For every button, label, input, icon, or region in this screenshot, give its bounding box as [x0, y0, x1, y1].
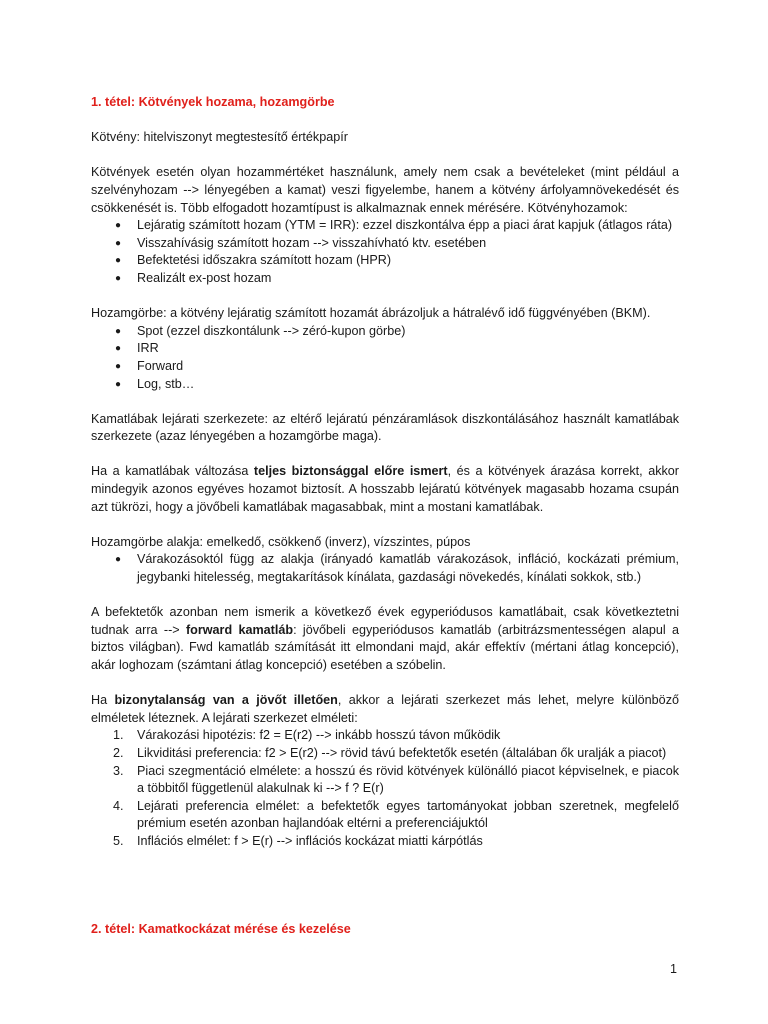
uncertainty-text-end: , akkor a lejárati szerkezet más lehet, melyre különböző elméletek léteznek. A lejárati szerkezet elméleti: — [91, 693, 679, 725]
uncertainty-paragraph — [91, 692, 679, 727]
list-item-text: Lejárati preferencia elmélet: a befektetők egyes tartományokat jobban szeretnek, megfelelő prémium esetén azonban hajlandóak eltérni a preferenciájuktól — [137, 798, 679, 831]
curve-shape-list — [91, 551, 679, 586]
list-item — [91, 727, 679, 745]
list-item: ● Befektetési időszakra számított hozam (HPR) — [91, 252, 679, 270]
list-item: ● Várakozásoktól függ az alakja (irányadó kamatláb várakozások, infláció, kockázati prémium, jegybanki hitelesség, megtakarítások kínálata, gazdasági növekedés, kínálati sokkok, stb.) — [91, 551, 679, 586]
list-item: ● Spot (ezzel diszkontálunk --> zéró-kupon görbe) — [91, 323, 679, 341]
certainty-text-start: Ha a kamatlábak változása — [91, 464, 254, 479]
list-item-text: Várakozási hipotézis: f2 = E(r2) --> inkább hosszú távon működik — [137, 728, 501, 743]
forward-text-start: A befektetők azonban nem ismerik a következő évek egyperiódusos kamatlábait, csak következtetni tudnak arra --> — [91, 605, 679, 637]
list-item: ● Lejáratig számított hozam (YTM = IRR): ezzel diszkontálva épp a piaci árat kapjuk (átlagos ráta) — [91, 217, 679, 235]
list-item — [91, 833, 679, 851]
certainty-bold-text: teljes biztonsággal előre ismert — [253, 464, 448, 479]
list-number: 1. — [113, 728, 124, 743]
list-item — [91, 763, 679, 798]
section-1-heading: 1. tétel: Kötvények hozama, hozamgörbe — [91, 95, 335, 109]
list-item-text: Piaci szegmentáció elmélete: a hosszú és rövid kötvények különálló piacot képviselnek, e piacok a többitől függetlenül alakulnak ki --> f ? E(r) — [137, 763, 679, 796]
list-number: 2. — [113, 745, 124, 760]
forward-rate-paragraph — [91, 604, 679, 674]
uncertainty-text-start: Ha — [91, 693, 115, 708]
forward-text-end: : jövőbeli egyperiódusos kamatláb (arbitrázsmentességen alapul a biztos világban). Fwd kamatláb számítását itt elmondani majd, akár effektív (mértani átlag koncepció), akár loghozam (számtani átlag koncepció) esetében a szóbelin. — [91, 622, 680, 672]
list-number: 5. — [113, 833, 124, 848]
section-2-heading: 2. tétel: Kamatkockázat mérése és kezelése — [91, 921, 351, 936]
list-item: ● Log, stb… — [91, 376, 679, 394]
bond-yield-intro: Kötvények esetén olyan hozammértéket használunk, amely nem csak a bevételeket (mint például a szelvényhozam --> lényegében a kamat) veszi figyelembe, hanem a kötvény árfolyamnövekedését és csökkenését is. Több elfogadott hozamtípust is alkalmaznak ennek mérésére. Kötvényhozamok: — [91, 165, 679, 215]
yield-curve-definition: Hozamgörbe: a kötvény lejáratig számított hozamát ábrázoljuk a hátralévő idő függvényében (BKM). — [91, 306, 651, 321]
term-structure-paragraph: Kamatlábak lejárati szerkezete: az eltérő lejáratú pénzáramlások diszkontálásához használt kamatlábak szerkezete (azaz lényegében a hozamgörbe maga). — [91, 411, 679, 444]
list-item — [91, 745, 679, 763]
curve-types-list — [91, 323, 679, 393]
list-item: ● IRR — [91, 340, 679, 358]
list-number: 3. — [113, 763, 124, 778]
list-item: ● Forward — [91, 358, 679, 376]
list-item: ● Realizált ex-post hozam — [91, 270, 679, 288]
yield-types-list — [91, 217, 679, 287]
page-number: 1 — [670, 962, 678, 976]
list-item-text: Inflációs elmélet: f > E(r) --> inflációs kockázat miatti kárpótlás — [137, 833, 483, 848]
list-item: ● Visszahívásig számított hozam --> visszahívható ktv. esetében — [91, 235, 679, 253]
uncertainty-bold-text: bizonytalanság van a jövőt illetően — [114, 693, 338, 708]
list-item — [91, 798, 679, 833]
curve-shape-paragraph: Hozamgörbe alakja: emelkedő, csökkenő (inverz), vízszintes, púpos — [91, 534, 471, 549]
list-number: 4. — [113, 798, 124, 813]
list-item-text: Likviditási preferencia: f2 > E(r2) --> rövid távú befektetők esetén (általában ők uralják a piacot) — [137, 745, 667, 760]
certainty-text-end: , és a kötvények árazása korrekt, akkor mindegyik azonos egyéves hozamot biztosít. A hosszabb lejáratú kötvények magasabb hozama csupán azt tükrözi, hogy a jövőbeli kamatlábak magasabbak, mint a mostani kamatlábak. — [91, 464, 679, 514]
theories-list — [91, 727, 679, 850]
certainty-paragraph — [91, 463, 679, 516]
page-content — [91, 94, 679, 939]
forward-bold-text: forward kamatláb — [185, 622, 294, 637]
bond-definition: Kötvény: hitelviszonyt megtestesítő értékpapír — [91, 130, 348, 145]
